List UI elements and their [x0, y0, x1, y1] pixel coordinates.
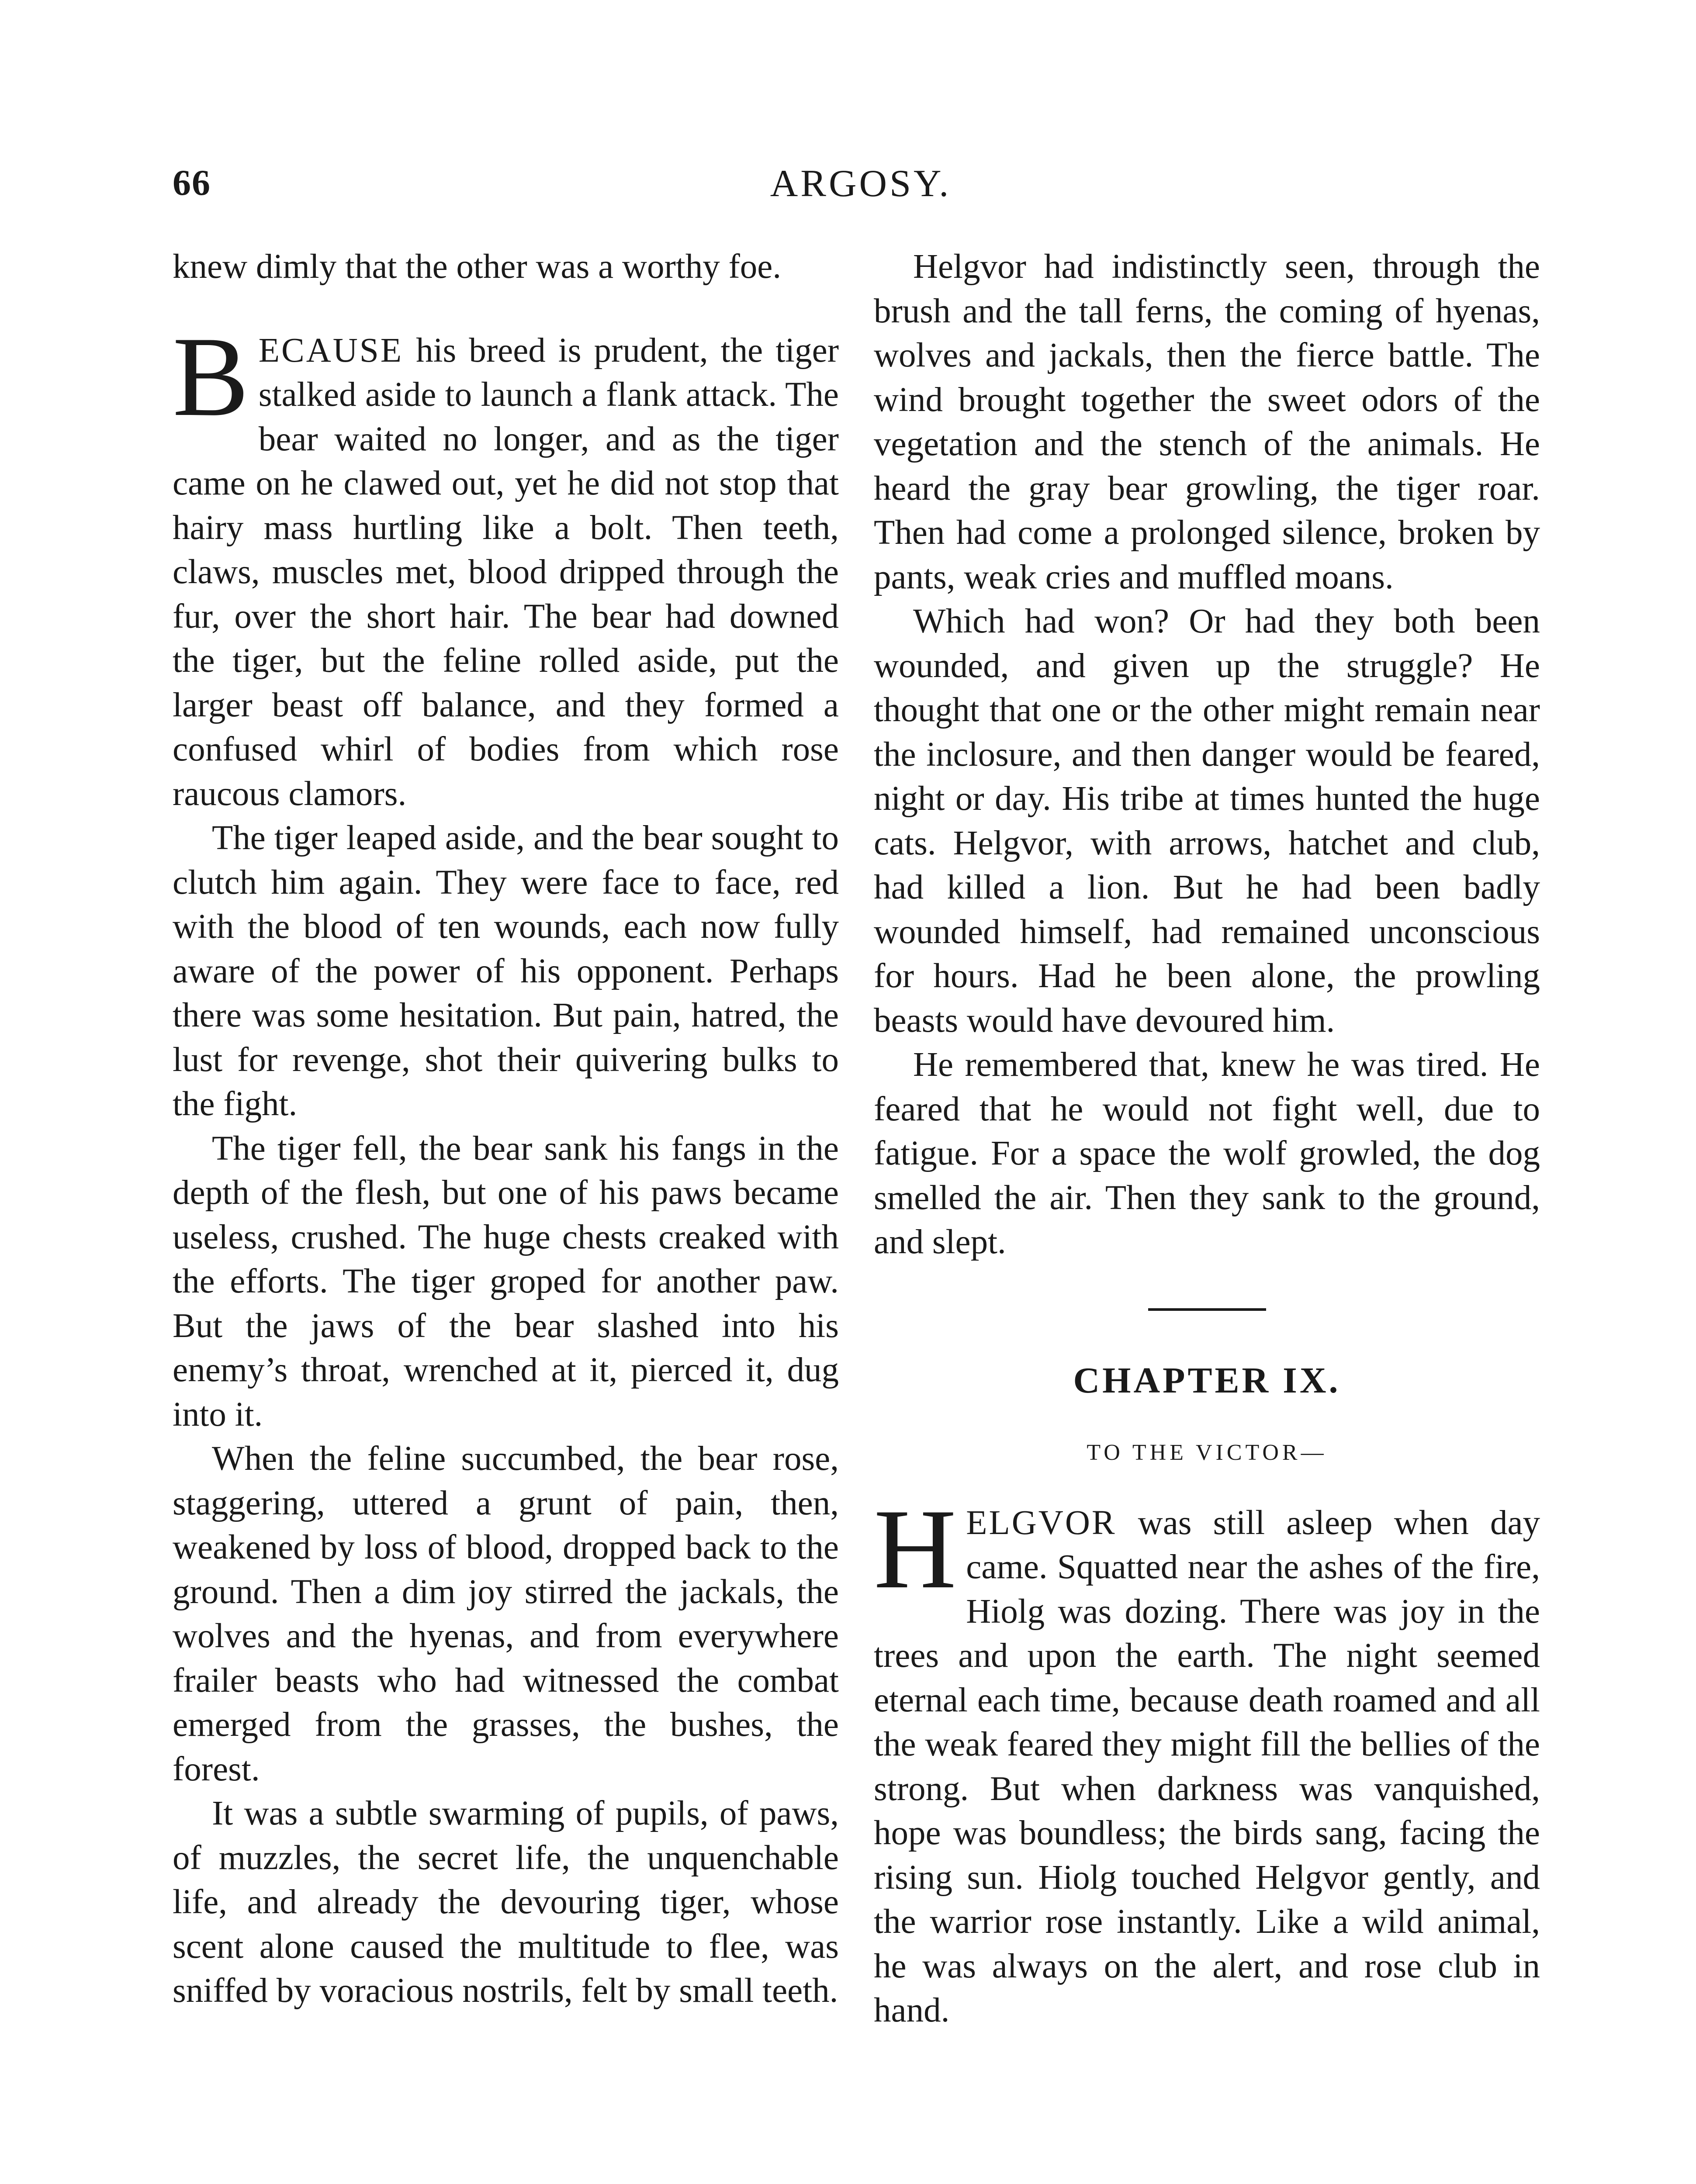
- paragraph: knew dimly that the other was a worthy foe.: [173, 248, 782, 286]
- paragraph: It was a subtle swarming of pupils, of paws, of muzzles, the secret life, the unquenchable life, and already the devouring tiger, whose scent alone caused the multitude to flee, was sniffed by voracious nostrils, felt by small teeth.: [173, 1794, 839, 2010]
- chapter-title: CHAPTER IX.: [1073, 1360, 1341, 1401]
- left-column: [173, 245, 839, 2013]
- page-header: [173, 162, 1549, 223]
- chapter-dropcap-paragraph: [874, 1485, 1540, 2033]
- running-title: ARGOSY.: [770, 162, 952, 205]
- paragraph: Helgvor had indistinctly seen, through the brush and the tall ferns, the coming of hyenas, wolves and jackals, then the fierce battle. The wind brought together the sweet odors of the vegetation and the stench of the animals. He heard the gray bear growling, the tiger roar. Then had come a prolonged silence, broken by pants, weak cries and muffled moans.: [874, 248, 1540, 596]
- chapter-paragraph-text: was still asleep when day came. Squatted near the ashes of the fire, Hiolg was dozing. There was joy in the trees and upon the earth. The night seemed eternal each time, because death roamed and all the weak feared they might fill the bellies of the strong. But when darkness was vanquished, hope was boundless; the birds sang, facing the rising sun. Hiolg touched Helgvor gently, and the warrior rose instantly. Like a wild animal, he was always on the alert, and rose club in hand.: [874, 1503, 1540, 2029]
- paragraph: He remembered that, knew he was tired. He feared that he would not fight well, due to fatigue. For a space the wolf growled, the dog smelled the air. Then they sank to the ground, and slept.: [874, 1046, 1540, 1261]
- dropcap-paragraph-text: his breed is prudent, the tiger stalked aside to launch a flank attack. The bear waited no longer, and as the tiger came on he clawed out, yet he did not stop that hairy mass hurtling like a bolt. Then teeth, claws, muscles met, blood dripped through the fur, over the short hair. The bear had downed the tiger, but the feline rolled aside, put the larger beast off balance, and they formed a confused whirl of bodies from which rose raucous clamors.: [173, 331, 839, 813]
- dropcap-paragraph: [173, 313, 839, 816]
- chapter-subtitle: TO THE VICTOR—: [1087, 1440, 1327, 1465]
- drop-cap-letter: B: [173, 313, 249, 440]
- section-divider: [1148, 1308, 1266, 1311]
- right-column: [874, 245, 1540, 2033]
- paragraph: When the feline succumbed, the bear rose, staggering, uttered a grunt of pain, then, weakened by loss of blood, dropped back to the ground. Then a dim joy stirred the jackals, the wolves and the hyenas, and from everywhere frailer beasts who had witnessed the combat emerged from the grasses, the bushes, the forest.: [173, 1440, 839, 1788]
- drop-cap-letter: H: [874, 1485, 957, 1612]
- paragraph: The tiger leaped aside, and the bear sought to clutch him again. They were face to face, red with the blood of ten wounds, each now fully aware of the power of his opponent. Perhaps there was some hesitation. But pain, hatred, the lust for revenge, shot their quivering bulks to the fight.: [173, 819, 839, 1123]
- dropcap-lead-word: ELGVOR: [966, 1503, 1117, 1542]
- dropcap-lead-word: ECAUSE: [258, 331, 404, 370]
- paragraph: Which had won? Or had they both been wounded, and given up the struggle? He thought that one or the other might remain near the inclosure, and then danger would be feared, night or day. His tribe at times hunted the huge cats. Helgvor, with arrows, hatchet and club, had killed a lion. But he had been badly wounded himself, had remained unconscious for hours. Had he been alone, the prowling beasts would have devoured him.: [874, 602, 1540, 1040]
- paragraph: The tiger fell, the bear sank his fangs in the depth of the flesh, but one of his paws became useless, crushed. The huge chests creaked with the efforts. The tiger groped for another paw. But the jaws of the bear slashed into his enemy’s throat, wrenched at it, pierced it, dug into it.: [173, 1129, 839, 1434]
- page-number: 66: [173, 162, 211, 203]
